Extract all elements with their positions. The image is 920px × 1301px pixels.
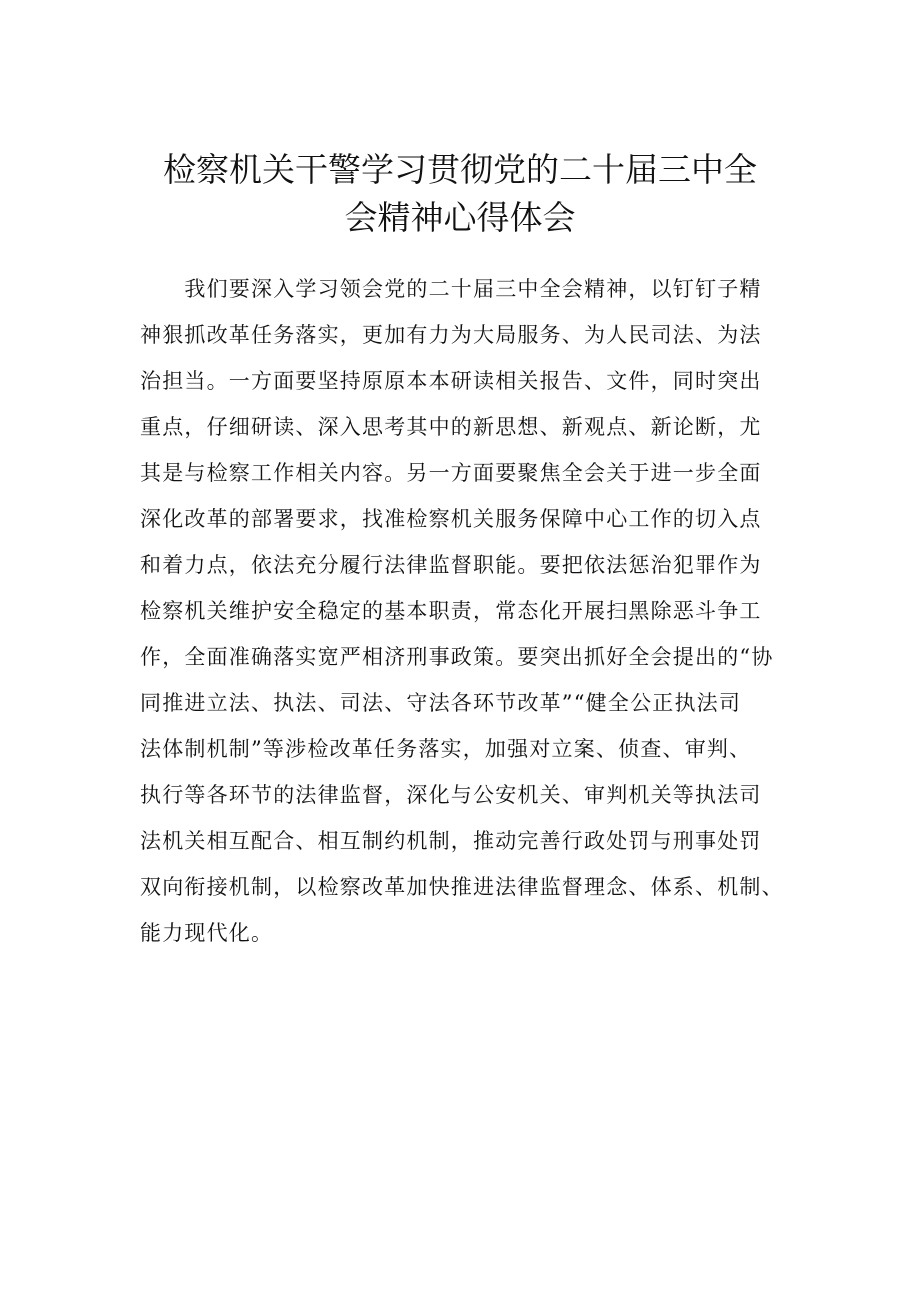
document-title [130, 146, 790, 242]
body-line: 法体制机制”等涉检改革任务落实，加强对立案、侦查、审判、 [140, 737, 752, 761]
body-line: 和着力点，依法充分履行法律监督职能。要把依法惩治犯罪作为 [140, 553, 762, 577]
body-line: 能力现代化。 [140, 921, 274, 945]
body-line: 双向衔接机制，以检察改革加快推进法律监督理念、体系、机制、 [140, 875, 784, 899]
body-line: 神狠抓改革任务落实，更加有力为大局服务、为人民司法、为法 [140, 323, 762, 347]
body-line: 作，全面准确落实宽严相济刑事政策。要突出抓好全会提出的“协 [140, 645, 774, 669]
title-line-2: 会精神心得体会 [344, 198, 576, 237]
body-line: 同推进立法、执法、司法、守法各环节改革”“健全公正执法司 [140, 691, 742, 715]
body-line: 其是与检察工作相关内容。另一方面要聚焦全会关于进一步全面 [140, 461, 762, 485]
body-line: 重点，仔细研读、深入思考其中的新思想、新观点、新论断，尤 [140, 415, 762, 439]
body-line: 我们要深入学习领会党的二十届三中全会精神，以钉钉子精 [140, 277, 762, 301]
body-line: 法机关相互配合、相互制约机制，推动完善行政处罚与刑事处罚 [140, 829, 762, 853]
body-line: 执行等各环节的法律监督，深化与公安机关、审判机关等执法司 [140, 783, 762, 807]
body-line: 治担当。一方面要坚持原原本本研读相关报告、文件，同时突出 [140, 369, 762, 393]
body-line: 深化改革的部署要求，找准检察机关服务保障中心工作的切入点 [140, 507, 762, 531]
title-line-1: 检察机关干警学习贯彻党的二十届三中全 [163, 150, 757, 189]
document-body [140, 266, 785, 956]
body-line: 检察机关维护安全稳定的基本职责，常态化开展扫黑除恶斗争工 [140, 599, 762, 623]
